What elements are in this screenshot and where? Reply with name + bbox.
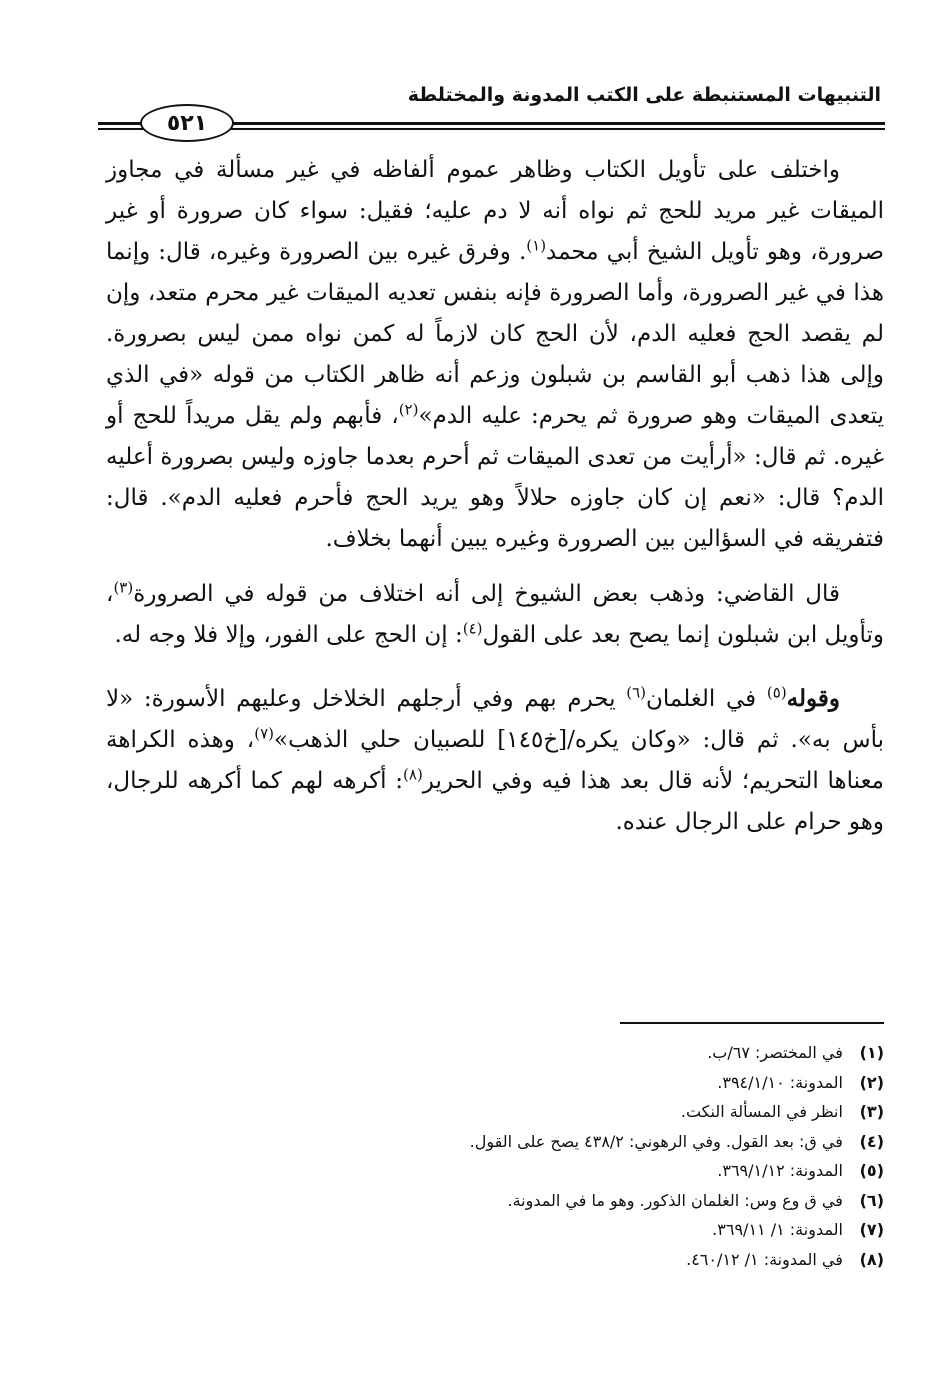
footnote-item [200,1097,884,1127]
footnote-item [200,1068,884,1098]
footnote-text: في ق وع وس: الغلمان الذكور. وهو ما في المدونة. [507,1190,843,1210]
footnote-ref-2: (٢) [398,400,419,419]
text-segment: قال القاضي: وذهب بعض الشيوخ إلى أنه اختلاف من قوله في الصرورة [133,581,840,607]
footnote-ref-5: (٥) [766,683,787,702]
footnote-number: (٥) [859,1161,884,1180]
footnote-item [200,1156,884,1186]
main-text [106,150,884,843]
footnote-text: في المختصر: ٦٧/ب. [707,1043,843,1062]
text-segment: يحرم بهم وفي أرجلهم الخلاخل وعليهم الأسورة: «لا بأس به». ثم قال: «وكان يكره/[خ١٤٥] للصبيان حلي الذهب» [106,686,885,753]
footnote-ref-6: (٦) [626,683,647,702]
footnote-text: في المدونة: ١/ ٤٦٠/١٢. [686,1249,843,1269]
footnote-text: انظر في المسألة النكت. [680,1102,843,1121]
footnote-ref-7: (٧) [254,724,274,743]
footnote-text: المدونة: ٣٦٩/١/١٢. [717,1161,843,1180]
footnote-number: (٧) [859,1220,884,1239]
footnote-text: في ق: بعد القول. وفي الرهوني: ٤٣٨/٢ يصح على القول. [469,1131,843,1151]
text-segment: في الغلمان [646,686,767,712]
footnote-ref-1: (١) [526,236,547,255]
footnote-ref-4: (٤) [462,619,483,638]
footnote-text: المدونة: ١/ ٣٦٩/١١. [712,1220,843,1239]
footnote-ref-8: (٨) [403,765,423,784]
footnote-number: (٣) [859,1102,884,1121]
footnote-separator [620,1022,884,1024]
footnote-item [200,1215,884,1245]
text-segment: ، وتأويل ابن شبلون إنما يصح بعد على القول [106,581,884,648]
paragraph-2 [106,574,884,656]
footnote-number: (٤) [859,1131,884,1151]
text-segment: ، وهذه الكراهة معناها التحريم؛ لأنه قال بعد هذا فيه وفي الحرير [106,727,884,794]
text-segment: واختلف على تأويل الكتاب وظاهر عموم ألفاظه في غير مسألة في مجاوز الميقات غير مريد للحج ثم نواه أنه لا دم عليه؛ فقيل: سواء كان صرورة أو غير صرورة، وهو تأويل الشيخ أبي محمد [106,157,884,265]
page-number: ٥٢١ [166,110,208,136]
footnote-item [200,1186,884,1216]
footnote-number: (٦) [859,1190,884,1210]
footnote-item [200,1038,884,1068]
lemma-bold: وقوله [786,685,840,712]
paragraph-3 [106,678,884,843]
text-segment: : أكرهه لهم كما أكرهه للرجال، وهو حرام على الرجال عنده. [106,768,884,835]
page-number-badge [140,104,234,142]
footnote-item [200,1245,884,1275]
footnote-number: (٢) [859,1072,884,1092]
text-segment: ، فأبهم ولم يقل مريداً للحج أو غيره. ثم قال: «أرأيت من تعدى الميقات ثم أحرم بعدما جاوزه وليس بصرورة أعليه الدم؟ قال: «نعم إن كان جاوزه حلالاً وهو يريد الحج فأحرم فعليه الدم». قال: فتفريقه في السؤالين بين الصرورة وغيره يبين أنهما بخلاف. [106,403,884,552]
footnote-number: (١) [859,1043,884,1062]
text-segment: . وفرق غيره بين الصرورة وغيره، قال: وإنما هذا في غير الصرورة، وأما الصرورة فإنه بنفس تعديه الميقات غير محرم متعد، وإن لم يقصد الحج فعليه الدم، لأن الحج كان لازماً له كمن نواه ممن ليس بصرورة. وإلى هذا ذهب أبو القاسم بن شبلون وزعم أنه ظاهر الكتاب من قوله «في الذي يتعدى الميقات وهو صرورة ثم يحرم: عليه الدم» [106,239,884,429]
footnotes [200,1038,884,1274]
text-segment: : إن الحج على الفور، وإلا فلا وجه له. [114,622,463,648]
paragraph-1 [106,150,884,560]
footnote-ref-3: (٣) [113,578,134,597]
running-title: التنبيهات المستنبطة على الكتب المدونة والمختلطة [407,84,881,106]
footnote-number: (٨) [859,1249,884,1269]
footnote-item [200,1127,884,1157]
footnote-text: المدونة: ٣٩٤/١/١٠. [717,1072,843,1092]
